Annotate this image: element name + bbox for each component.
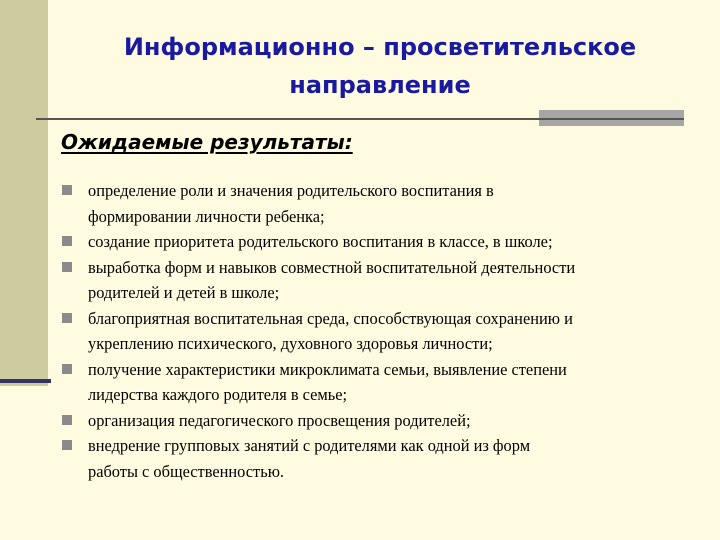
square-bullet-icon <box>62 313 72 323</box>
list-item <box>62 306 702 357</box>
list-item <box>62 408 702 434</box>
list-item-text: организация педагогического просвещения родителей; <box>88 410 471 430</box>
square-bullet-icon <box>62 364 72 374</box>
list-item <box>62 357 702 408</box>
list-item-text: благоприятная воспитательная среда, способствующая сохранению и укреплению психического, духовного здоровья личности; <box>88 308 573 353</box>
results-list <box>62 178 702 484</box>
square-bullet-icon <box>62 440 72 450</box>
list-item <box>62 178 702 229</box>
square-bullet-icon <box>62 185 72 195</box>
slide-title-line-1: Информационно – просветительское <box>123 33 637 61</box>
slide-title <box>70 28 690 104</box>
title-divider <box>36 118 684 120</box>
list-item-text: выработка форм и навыков совместной воспитательной деятельности родителей и детей в школе; <box>88 257 576 302</box>
list-item-text: определение роли и значения родительского воспитания в формировании личности ребенка; <box>88 181 494 226</box>
list-item-text: получение характеристики микроклимата семьи, выявление степени лидерства каждого родителя в семье; <box>88 359 567 404</box>
slide-title-line-2: направление <box>289 71 471 99</box>
list-item <box>62 229 702 255</box>
square-bullet-icon <box>62 262 72 272</box>
decorative-side-line <box>0 379 51 383</box>
list-item-text: внедрение групповых занятий с родителями как одной из форм работы с общественностью. <box>88 436 531 481</box>
decorative-side-bar <box>0 0 48 386</box>
section-heading: Ожидаемые результаты: <box>61 130 353 154</box>
list-item-text: создание приоритета родительского воспитания в классе, в школе; <box>88 232 553 251</box>
list-item <box>62 433 702 484</box>
square-bullet-icon <box>62 415 72 425</box>
list-item <box>62 255 702 306</box>
square-bullet-icon <box>62 236 72 246</box>
